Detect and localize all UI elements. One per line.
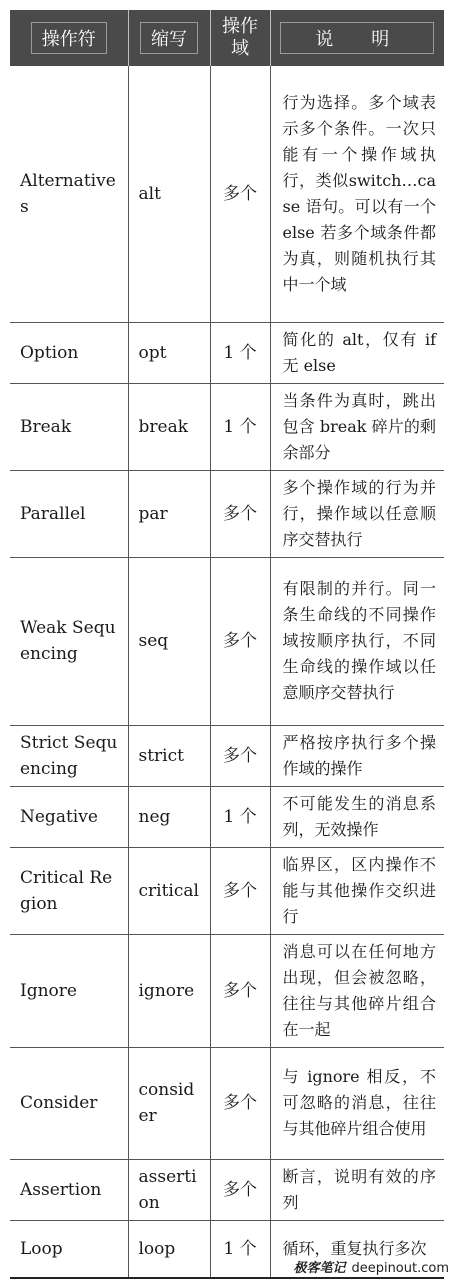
table-body: [10, 66, 444, 1278]
cell-domain: 1 个: [210, 1220, 270, 1278]
cell-desc: 断言，说明有效的序列: [270, 1159, 444, 1220]
cell-desc: 多个操作域的行为并行，操作域以任意顺序交替执行: [270, 470, 444, 557]
cell-desc: 与 ignore 相反，不可忽略的消息，往往与其他碎片组合使用: [270, 1047, 444, 1159]
cell-domain: 多个: [210, 934, 270, 1047]
cell-domain: 1 个: [210, 322, 270, 383]
watermark-brand: 极客笔记: [293, 1261, 346, 1276]
cell-domain: 多个: [210, 66, 270, 322]
header-operator: [10, 10, 128, 66]
cell-operator: Weak Sequencing: [10, 557, 128, 725]
cell-abbr: strict: [128, 725, 210, 786]
cell-domain: 多个: [210, 557, 270, 725]
watermark: [293, 1257, 449, 1276]
cell-desc: 消息可以在任何地方出现，但会被忽略，往往与其他碎片组合在一起: [270, 934, 444, 1047]
cell-abbr: opt: [128, 322, 210, 383]
header-domain-line1: 操作: [222, 16, 258, 37]
cell-operator: Loop: [10, 1220, 128, 1278]
cell-abbr: break: [128, 383, 210, 470]
cell-domain: 1 个: [210, 786, 270, 847]
cell-abbr: ignore: [128, 934, 210, 1047]
cell-abbr: par: [128, 470, 210, 557]
table-row: [10, 786, 444, 847]
header-domain: [210, 10, 270, 66]
cell-operator: Consider: [10, 1047, 128, 1159]
operator-table: [10, 10, 444, 1279]
cell-domain: 多个: [210, 847, 270, 934]
cell-domain: 多个: [210, 1159, 270, 1220]
header-abbr: [128, 10, 210, 66]
cell-domain: 多个: [210, 470, 270, 557]
cell-desc: 严格按序执行多个操作域的操作: [270, 725, 444, 786]
watermark-url: deepinout.com: [351, 1261, 449, 1276]
operator-table-container: [10, 10, 444, 1279]
table-row: [10, 847, 444, 934]
cell-desc: 当条件为真时，跳出包含 break 碎片的剩余部分: [270, 383, 444, 470]
cell-abbr: critical: [128, 847, 210, 934]
header-desc-label: 说 明: [280, 22, 434, 54]
cell-operator: Ignore: [10, 934, 128, 1047]
header-operator-label: 操作符: [31, 22, 107, 54]
table-row: [10, 1159, 444, 1220]
cell-desc: 行为选择。多个域表示多个条件。一次只能有一个操作域执行，类似switch…case 语句。可以有一个 else 若多个域条件都为真，则随机执行其中一个域: [270, 66, 444, 322]
cell-abbr: assertion: [128, 1159, 210, 1220]
cell-domain: 多个: [210, 725, 270, 786]
cell-desc: 简化的 alt，仅有 if 无 else: [270, 322, 444, 383]
cell-operator: Strict Sequencing: [10, 725, 128, 786]
table-row: [10, 322, 444, 383]
cell-abbr: seq: [128, 557, 210, 725]
header-abbr-label: 缩写: [140, 22, 198, 54]
table-header-row: [10, 10, 444, 66]
cell-operator: Critical Region: [10, 847, 128, 934]
cell-desc: 有限制的并行。同一条生命线的不同操作域按顺序执行，不同生命线的操作域以任意顺序交替执行: [270, 557, 444, 725]
table-row: [10, 557, 444, 725]
cell-operator: Option: [10, 322, 128, 383]
cell-abbr: loop: [128, 1220, 210, 1278]
cell-domain: 1 个: [210, 383, 270, 470]
cell-abbr: neg: [128, 786, 210, 847]
table-row: [10, 725, 444, 786]
table-row: [10, 66, 444, 322]
header-desc: [270, 10, 444, 66]
header-domain-line2: 域: [231, 38, 249, 59]
cell-desc: 临界区，区内操作不能与其他操作交织进行: [270, 847, 444, 934]
table-row: [10, 934, 444, 1047]
cell-abbr: consider: [128, 1047, 210, 1159]
cell-operator: Alternatives: [10, 66, 128, 322]
table-row: [10, 470, 444, 557]
cell-operator: Assertion: [10, 1159, 128, 1220]
cell-domain: 多个: [210, 1047, 270, 1159]
cell-operator: Break: [10, 383, 128, 470]
table-row: [10, 1047, 444, 1159]
table-row: [10, 383, 444, 470]
cell-desc: 循环，重复执行多次: [270, 1220, 444, 1278]
cell-abbr: alt: [128, 66, 210, 322]
cell-operator: Parallel: [10, 470, 128, 557]
cell-desc: 不可能发生的消息系列，无效操作: [270, 786, 444, 847]
cell-operator: Negative: [10, 786, 128, 847]
